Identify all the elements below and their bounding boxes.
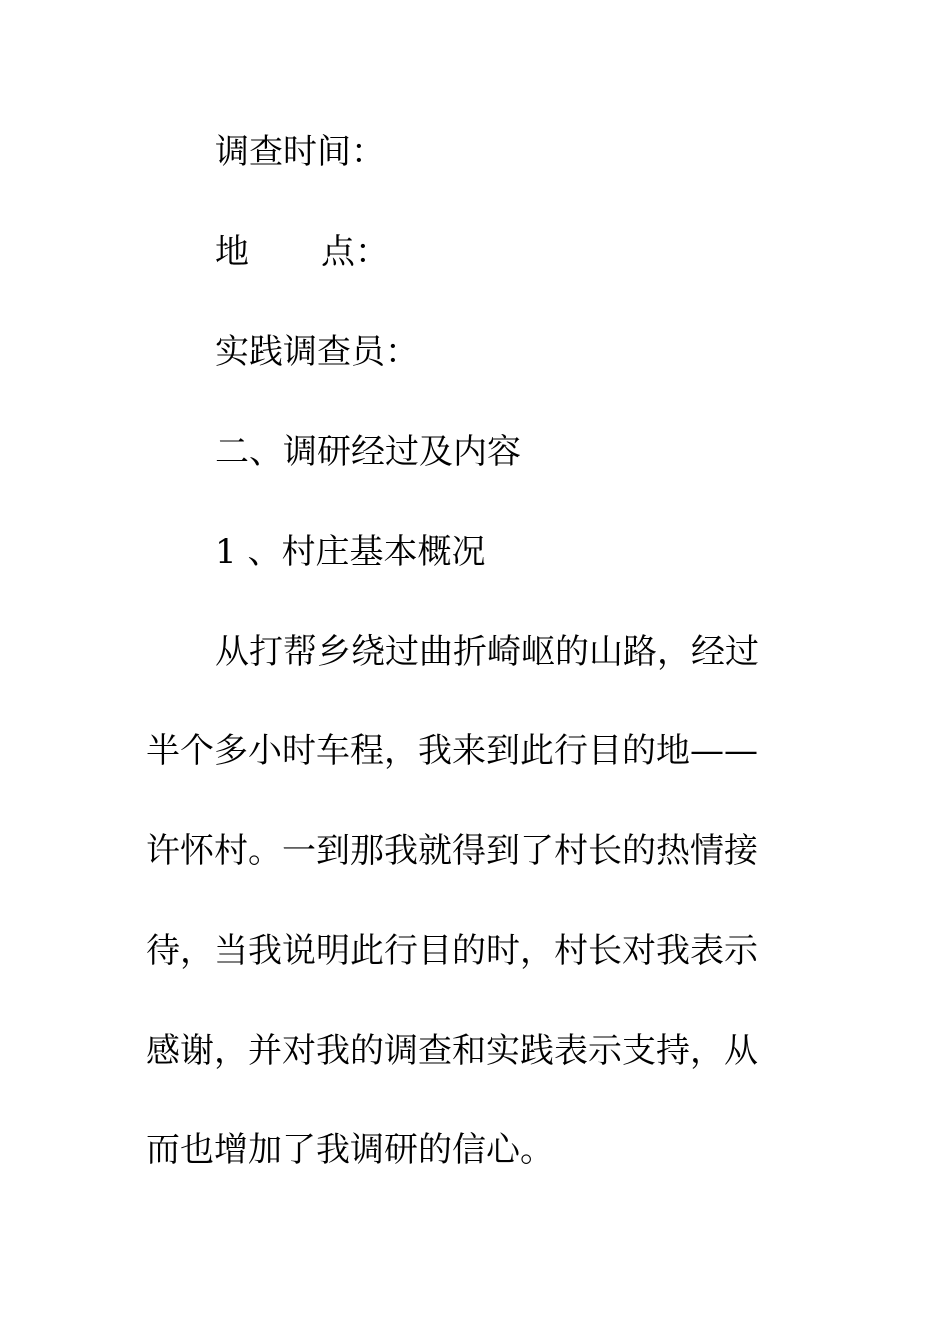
paragraph-line: 半个多小时车程，我来到此行目的地——	[146, 731, 758, 771]
paragraph-line: 待，当我说明此行目的时，村长对我表示	[146, 931, 758, 971]
section-subheading: 1 、村庄基本概况	[215, 532, 486, 572]
paragraph-line: 从打帮乡绕过曲折崎岖的山路，经过	[215, 632, 759, 672]
location-label-part-1: 地	[215, 232, 249, 272]
section-heading: 二、调研经过及内容	[215, 432, 521, 472]
paragraph-line: 而也增加了我调研的信心。	[146, 1130, 554, 1170]
paragraph-line: 许怀村。一到那我就得到了村长的热情接	[146, 831, 758, 871]
investigator-label: 实践调查员：	[215, 332, 419, 372]
survey-time-label: 调查时间：	[215, 132, 385, 172]
paragraph-line: 感谢，并对我的调查和实践表示支持，从	[146, 1031, 758, 1071]
location-label-part-2: 点：	[321, 232, 389, 272]
location-label	[215, 232, 875, 272]
